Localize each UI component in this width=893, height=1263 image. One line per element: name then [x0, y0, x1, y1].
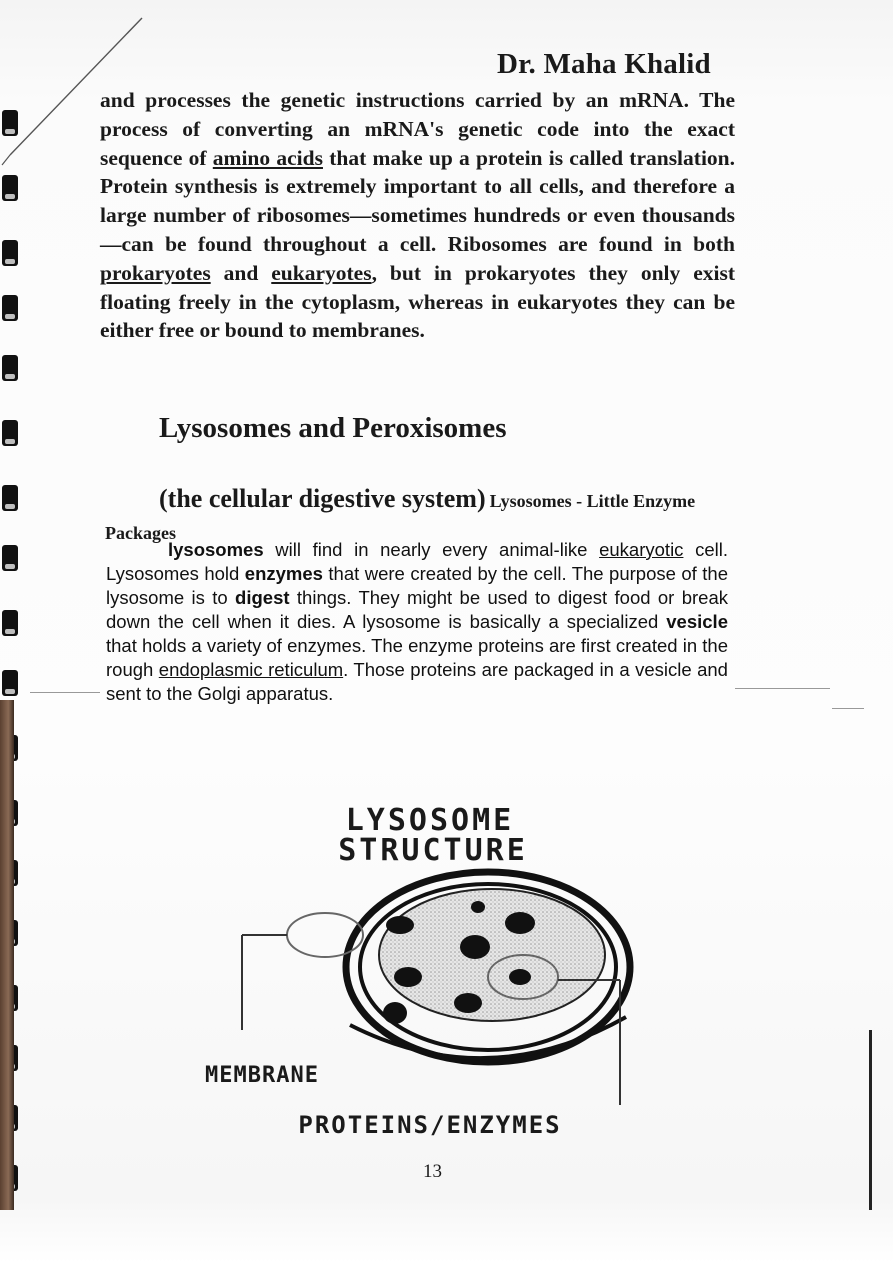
scan-dash-line	[735, 688, 830, 689]
page-edge-shadow	[0, 700, 14, 1210]
eukaryotic-link[interactable]: eukaryotic	[599, 539, 684, 560]
lysosome-diagram	[205, 795, 670, 1140]
endoplasmic-reticulum-link[interactable]: endoplasmic reticulum	[158, 659, 344, 680]
amino-acids-link[interactable]: amino acids	[212, 145, 323, 170]
lysosome-paragraph: lysosomes will find in nearly every animal-like eukaryotic cell. Lysosomes hold enzymes that were created by the cell. The purpose of the lysosome is to digest things. They might be used to digest food or break down the cell when it dies. A lysosome is basically a specialized vesicle that holds a variety of enzymes. The enzyme proteins are first created in the rough endoplasmic reticulum. Those proteins are packaged in a vesicle and sent to the Golgi apparatus.	[106, 539, 728, 704]
subtitle-small: Lysosomes - Little Enzyme Packages	[105, 491, 696, 543]
page-right-edge-line	[869, 1030, 872, 1210]
lysosome-cell	[346, 872, 630, 1062]
author-header: Dr. Maha Khalid	[497, 48, 711, 80]
ribosome-paragraph: and processes the genetic instructions carried by an mRNA. The process of converting an mRNA's genetic code into the exact sequence of amino acids that make up a protein is called translation. Protein synthesis is extremely important to all cells, and therefore a large number of ribosomes—sometimes hundreds or even thousands—can be found throughout a cell. Ribosomes are found in both prokaryotes and eukaryotes, but in prokaryotes they only exist floating freely in the cytoplasm, whereas in eukaryotes they can be either free or bound to membranes.	[100, 88, 735, 343]
diagram-title-line2: STRUCTURE	[338, 833, 528, 868]
diagram-title-line1: LYSOSOME	[345, 803, 515, 838]
subtitle-large: (the cellular digestive system)	[159, 484, 486, 513]
scan-dash-line	[832, 708, 864, 709]
label-membrane: MEMBRANE	[205, 1063, 319, 1088]
section-title: Lysosomes and Peroxisomes	[159, 412, 507, 444]
scan-dash-line	[30, 692, 100, 693]
prokaryotes-link[interactable]: prokaryotes	[100, 260, 211, 285]
label-proteins-enzymes: PROTEINS/ENZYMES	[298, 1111, 562, 1139]
eukaryotes-link[interactable]: eukaryotes	[271, 260, 372, 285]
page-number: 13	[423, 1161, 442, 1182]
